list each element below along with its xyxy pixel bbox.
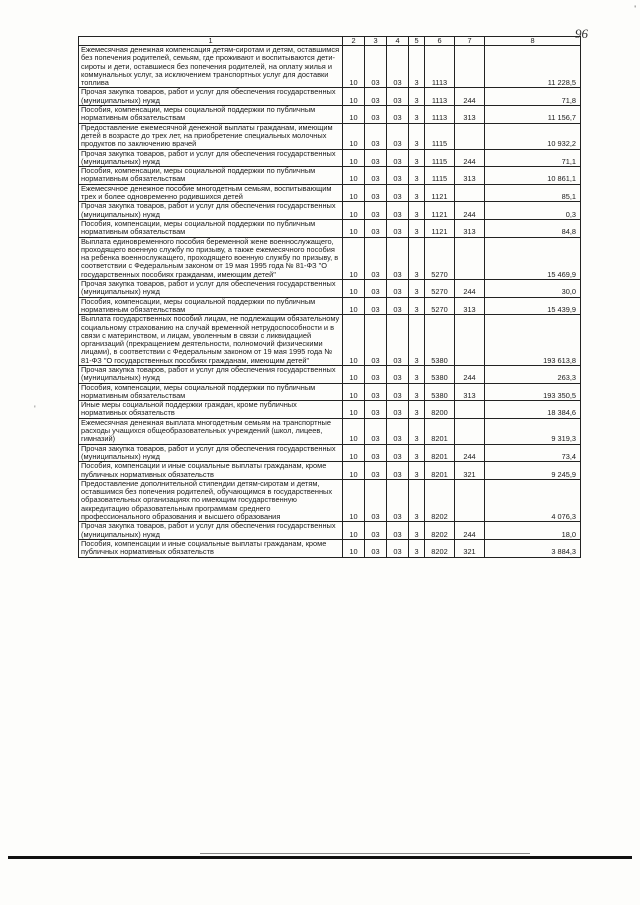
code-section: 10 — [343, 383, 365, 401]
code-expense-type: 244 — [455, 280, 485, 298]
code-subsection: 03 — [365, 444, 387, 462]
code-target: 5380 — [425, 315, 455, 366]
code-expense-type: 313 — [455, 383, 485, 401]
code-program: 03 — [387, 280, 409, 298]
code-expense-type — [455, 46, 485, 88]
row-name: Предоставление ежемесячной денежной выплаты гражданам, имеющим детей в возрасте до трех лет, на приобретение специальных молочных продуктов по заключению врачей — [79, 123, 343, 149]
code-subprogram: 3 — [409, 280, 425, 298]
code-section: 10 — [343, 522, 365, 540]
code-program: 03 — [387, 106, 409, 124]
code-section: 10 — [343, 184, 365, 202]
code-expense-type — [455, 418, 485, 444]
row-amount: 15 469,9 — [485, 237, 581, 279]
table-row — [79, 149, 581, 167]
code-subprogram: 3 — [409, 418, 425, 444]
code-subsection: 03 — [365, 539, 387, 557]
row-amount: 11 156,7 — [485, 106, 581, 124]
code-section: 10 — [343, 280, 365, 298]
code-subprogram: 3 — [409, 167, 425, 185]
row-amount: 0,3 — [485, 202, 581, 220]
code-subsection: 03 — [365, 106, 387, 124]
row-name: Выплата государственных пособий лицам, не подлежащим обязательному социальному страхованию на случай временной нетрудоспособности и в связи с материнством, и лицам, уволенным в связи с ликвидацией организаций (прекращением деятельности, полномочий физическими лицами), в соответствии с Федеральным законом от 19 мая 1995 года № 81-ФЗ "О государственных пособиях гражданам, имеющим детей" — [79, 315, 343, 366]
code-expense-type: 313 — [455, 219, 485, 237]
table-row — [79, 462, 581, 480]
header-cell: 7 — [455, 37, 485, 46]
table-row — [79, 383, 581, 401]
code-target: 5270 — [425, 297, 455, 315]
code-target: 8201 — [425, 462, 455, 480]
code-subsection: 03 — [365, 479, 387, 521]
table-row — [79, 522, 581, 540]
row-amount: 4 076,3 — [485, 479, 581, 521]
code-section: 10 — [343, 46, 365, 88]
header-cell: 2 — [343, 37, 365, 46]
row-amount: 30,0 — [485, 280, 581, 298]
table-row — [79, 297, 581, 315]
row-name: Пособия, компенсации, меры социальной поддержки по публичным нормативным обязательствам — [79, 297, 343, 315]
table-row — [79, 539, 581, 557]
code-subsection: 03 — [365, 149, 387, 167]
code-expense-type — [455, 237, 485, 279]
code-section: 10 — [343, 315, 365, 366]
code-expense-type — [455, 479, 485, 521]
row-amount: 84,8 — [485, 219, 581, 237]
code-program: 03 — [387, 479, 409, 521]
code-target: 1121 — [425, 202, 455, 220]
footer-divider-thin — [200, 853, 530, 854]
row-name: Пособия, компенсации и иные социальные выплаты гражданам, кроме публичных нормативных обязательств — [79, 462, 343, 480]
code-program: 03 — [387, 123, 409, 149]
code-target: 1121 — [425, 184, 455, 202]
code-target: 8202 — [425, 539, 455, 557]
code-subsection: 03 — [365, 88, 387, 106]
code-target: 8201 — [425, 444, 455, 462]
code-subprogram: 3 — [409, 479, 425, 521]
code-subsection: 03 — [365, 522, 387, 540]
code-subprogram: 3 — [409, 237, 425, 279]
code-subsection: 03 — [365, 237, 387, 279]
row-name: Пособия, компенсации, меры социальной поддержки по публичным нормативным обязательствам — [79, 167, 343, 185]
row-amount: 18,0 — [485, 522, 581, 540]
row-name: Ежемесячная денежная выплата многодетным семьям на транспортные расходы учащихся общеобразовательных учреждений (школ, лицеев, гимназий) — [79, 418, 343, 444]
code-target: 1113 — [425, 106, 455, 124]
code-section: 10 — [343, 479, 365, 521]
code-subprogram: 3 — [409, 522, 425, 540]
code-section: 10 — [343, 297, 365, 315]
code-subsection: 03 — [365, 401, 387, 419]
code-section: 10 — [343, 123, 365, 149]
margin-mark: ' — [34, 404, 36, 414]
code-program: 03 — [387, 365, 409, 383]
row-amount: 9 245,9 — [485, 462, 581, 480]
row-name: Прочая закупка товаров, работ и услуг для обеспечения государственных (муниципальных) нужд — [79, 444, 343, 462]
row-name: Пособия, компенсации и иные социальные выплаты гражданам, кроме публичных нормативных обязательств — [79, 539, 343, 557]
code-target: 5380 — [425, 383, 455, 401]
table-row — [79, 280, 581, 298]
code-expense-type: 244 — [455, 522, 485, 540]
code-expense-type: 244 — [455, 444, 485, 462]
code-subprogram: 3 — [409, 401, 425, 419]
code-subsection: 03 — [365, 383, 387, 401]
row-amount: 10 932,2 — [485, 123, 581, 149]
code-section: 10 — [343, 418, 365, 444]
table-row — [79, 444, 581, 462]
code-subprogram: 3 — [409, 106, 425, 124]
code-target: 5270 — [425, 237, 455, 279]
row-amount: 3 884,3 — [485, 539, 581, 557]
code-subprogram: 3 — [409, 444, 425, 462]
code-section: 10 — [343, 219, 365, 237]
code-subsection: 03 — [365, 184, 387, 202]
header-cell: 3 — [365, 37, 387, 46]
code-target: 8202 — [425, 479, 455, 521]
header-cell: 4 — [387, 37, 409, 46]
row-amount: 71,8 — [485, 88, 581, 106]
header-cell: 5 — [409, 37, 425, 46]
code-section: 10 — [343, 462, 365, 480]
row-amount: 18 384,6 — [485, 401, 581, 419]
code-subsection: 03 — [365, 418, 387, 444]
table-row — [79, 315, 581, 366]
code-subprogram: 3 — [409, 149, 425, 167]
code-section: 10 — [343, 365, 365, 383]
table-row — [79, 237, 581, 279]
row-amount: 15 439,9 — [485, 297, 581, 315]
header-cell: 1 — [79, 37, 343, 46]
row-name: Предоставление дополнительной стипендии детям-сиротам и детям, оставшимся без попечения родителей, обучающимся в государственных образовательных организациях по имеющим государственную аккредитацию образовательным программам среднего профессионального образования и высшего образования — [79, 479, 343, 521]
code-target: 1115 — [425, 167, 455, 185]
code-expense-type: 313 — [455, 167, 485, 185]
row-amount: 193 350,5 — [485, 383, 581, 401]
budget-table — [78, 36, 581, 558]
code-program: 03 — [387, 46, 409, 88]
code-program: 03 — [387, 297, 409, 315]
code-program: 03 — [387, 149, 409, 167]
table-row — [79, 418, 581, 444]
code-program: 03 — [387, 184, 409, 202]
code-expense-type: 244 — [455, 202, 485, 220]
code-program: 03 — [387, 88, 409, 106]
code-target: 1115 — [425, 123, 455, 149]
code-subsection: 03 — [365, 365, 387, 383]
code-program: 03 — [387, 418, 409, 444]
row-amount: 85,1 — [485, 184, 581, 202]
row-amount: 11 228,5 — [485, 46, 581, 88]
code-subprogram: 3 — [409, 365, 425, 383]
code-expense-type: 244 — [455, 365, 485, 383]
code-target: 1115 — [425, 149, 455, 167]
code-expense-type: 313 — [455, 106, 485, 124]
code-expense-type — [455, 184, 485, 202]
code-target: 8202 — [425, 522, 455, 540]
table-row — [79, 167, 581, 185]
code-section: 10 — [343, 539, 365, 557]
header-cell: 8 — [485, 37, 581, 46]
table-row — [79, 88, 581, 106]
code-section: 10 — [343, 167, 365, 185]
code-program: 03 — [387, 167, 409, 185]
row-name: Пособия, компенсации, меры социальной поддержки по публичным нормативным обязательствам — [79, 106, 343, 124]
code-section: 10 — [343, 149, 365, 167]
code-subprogram: 3 — [409, 88, 425, 106]
code-expense-type: 313 — [455, 297, 485, 315]
row-name: Ежемесячная денежная компенсация детям-сиротам и детям, оставшимся без попечения родителей, семьям, где проживают и воспитываются дети-сироты и дети, оставшиеся без попечения родителей, на оплату жилья и коммунальных услуг, за исключением транспортных услуг для доставки топлива — [79, 46, 343, 88]
code-expense-type — [455, 401, 485, 419]
row-amount: 71,1 — [485, 149, 581, 167]
row-name: Выплата единовременного пособия беременной жене военнослужащего, проходящего военную службу по призыву, а также ежемесячного пособия на ребенка военнослужащего, проходящего военную службу по призыву, в соответствии с Федеральным законом от 19 мая 1995 года № 81-ФЗ "О государственных пособиях гражданам, имеющим детей" — [79, 237, 343, 279]
code-expense-type — [455, 123, 485, 149]
row-amount: 263,3 — [485, 365, 581, 383]
row-amount: 9 319,3 — [485, 418, 581, 444]
code-target: 5380 — [425, 365, 455, 383]
code-section: 10 — [343, 401, 365, 419]
table-row — [79, 479, 581, 521]
code-expense-type — [455, 315, 485, 366]
row-name: Ежемесячное денежное пособие многодетным семьям, воспитывающим трех и более одновременно родившихся детей — [79, 184, 343, 202]
code-subprogram: 3 — [409, 462, 425, 480]
code-program: 03 — [387, 539, 409, 557]
table-row — [79, 106, 581, 124]
row-name: Прочая закупка товаров, работ и услуг для обеспечения государственных (муниципальных) нужд — [79, 280, 343, 298]
table-row — [79, 123, 581, 149]
code-subsection: 03 — [365, 202, 387, 220]
row-name: Прочая закупка товаров, работ и услуг для обеспечения государственных (муниципальных) нужд — [79, 365, 343, 383]
code-section: 10 — [343, 444, 365, 462]
code-subsection: 03 — [365, 315, 387, 366]
page-number: 96 — [575, 26, 588, 41]
corner-mark: ' — [634, 4, 636, 14]
code-expense-type: 321 — [455, 462, 485, 480]
code-subprogram: 3 — [409, 219, 425, 237]
code-subsection: 03 — [365, 219, 387, 237]
row-name: Пособия, компенсации, меры социальной поддержки по публичным нормативным обязательствам — [79, 383, 343, 401]
code-subsection: 03 — [365, 280, 387, 298]
code-subprogram: 3 — [409, 202, 425, 220]
code-expense-type: 244 — [455, 149, 485, 167]
code-subprogram: 3 — [409, 297, 425, 315]
footer-divider — [8, 856, 632, 859]
code-subsection: 03 — [365, 297, 387, 315]
row-name: Иные меры социальной поддержки граждан, кроме публичных нормативных обязательств — [79, 401, 343, 419]
code-subprogram: 3 — [409, 383, 425, 401]
code-program: 03 — [387, 522, 409, 540]
row-name: Прочая закупка товаров, работ и услуг для обеспечения государственных (муниципальных) нужд — [79, 88, 343, 106]
code-program: 03 — [387, 401, 409, 419]
table-row — [79, 46, 581, 88]
code-subprogram: 3 — [409, 46, 425, 88]
code-target: 8201 — [425, 418, 455, 444]
row-name: Прочая закупка товаров, работ и услуг для обеспечения государственных (муниципальных) нужд — [79, 522, 343, 540]
code-section: 10 — [343, 106, 365, 124]
table-row — [79, 219, 581, 237]
header-row — [79, 37, 581, 46]
code-program: 03 — [387, 462, 409, 480]
table-row — [79, 202, 581, 220]
code-program: 03 — [387, 237, 409, 279]
code-section: 10 — [343, 237, 365, 279]
row-name: Пособия, компенсации, меры социальной поддержки по публичным нормативным обязательствам — [79, 219, 343, 237]
code-target: 1121 — [425, 219, 455, 237]
row-amount: 73,4 — [485, 444, 581, 462]
code-subsection: 03 — [365, 167, 387, 185]
code-expense-type: 321 — [455, 539, 485, 557]
code-program: 03 — [387, 202, 409, 220]
code-subsection: 03 — [365, 123, 387, 149]
code-program: 03 — [387, 383, 409, 401]
row-amount: 10 861,1 — [485, 167, 581, 185]
code-section: 10 — [343, 202, 365, 220]
code-target: 5270 — [425, 280, 455, 298]
code-subprogram: 3 — [409, 539, 425, 557]
code-program: 03 — [387, 219, 409, 237]
table-body — [79, 46, 581, 558]
table-row — [79, 365, 581, 383]
header-cell: 6 — [425, 37, 455, 46]
code-subsection: 03 — [365, 46, 387, 88]
code-target: 1113 — [425, 46, 455, 88]
row-name: Прочая закупка товаров, работ и услуг для обеспечения государственных (муниципальных) нужд — [79, 202, 343, 220]
table-row — [79, 184, 581, 202]
code-section: 10 — [343, 88, 365, 106]
code-program: 03 — [387, 444, 409, 462]
code-target: 8200 — [425, 401, 455, 419]
code-program: 03 — [387, 315, 409, 366]
code-subprogram: 3 — [409, 123, 425, 149]
table-row — [79, 401, 581, 419]
code-expense-type: 244 — [455, 88, 485, 106]
code-target: 1113 — [425, 88, 455, 106]
row-amount: 193 613,8 — [485, 315, 581, 366]
code-subprogram: 3 — [409, 184, 425, 202]
row-name: Прочая закупка товаров, работ и услуг для обеспечения государственных (муниципальных) нужд — [79, 149, 343, 167]
code-subprogram: 3 — [409, 315, 425, 366]
code-subsection: 03 — [365, 462, 387, 480]
